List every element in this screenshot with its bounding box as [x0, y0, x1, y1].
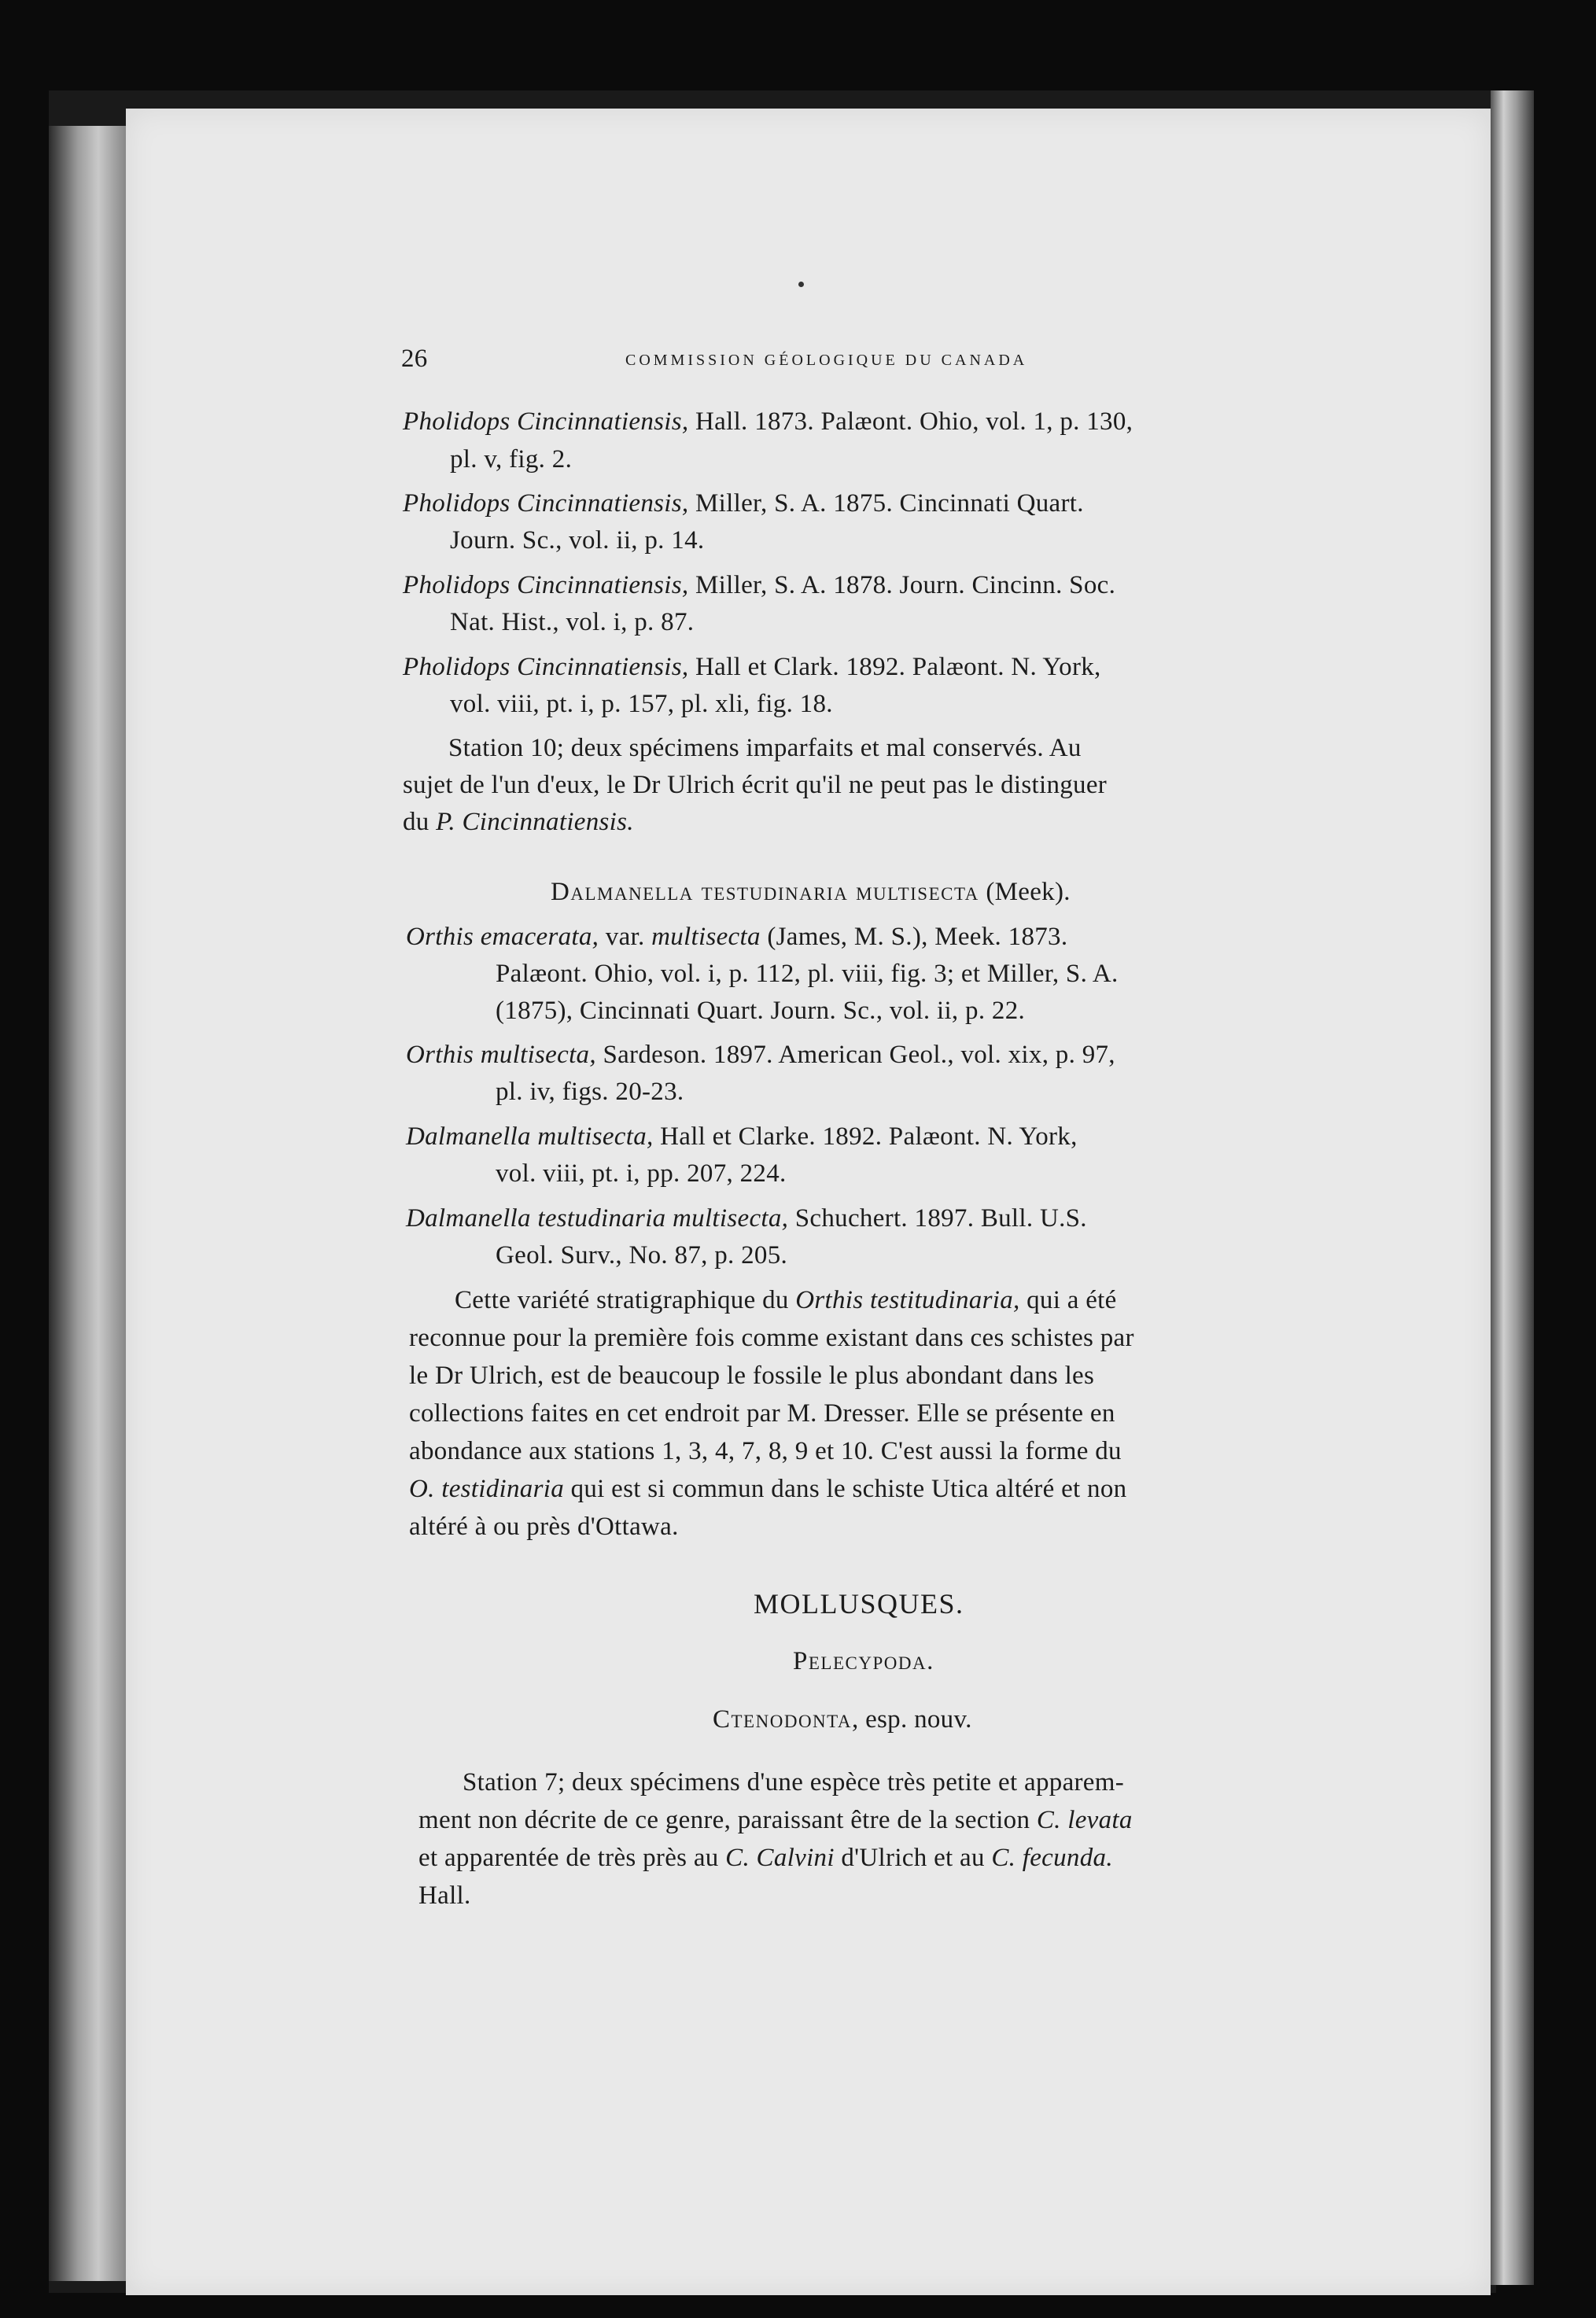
taxon-name: Orthis emacerata,	[406, 923, 599, 951]
taxon-name: C. Calvini	[725, 1844, 835, 1872]
species-heading-author: (Meek).	[979, 878, 1071, 906]
paragraph-line: collections faites en cet endroit par M. Dresser. Elle se présente en	[409, 1399, 1115, 1428]
citation-continued: Journ. Sc., vol. ii, p. 14.	[450, 526, 705, 555]
taxon-name: Orthis multisecta,	[406, 1041, 596, 1069]
citation-continued: pl. v, fig. 2.	[450, 445, 573, 474]
section-subtitle: Pelecypoda.	[793, 1647, 934, 1675]
synonym-entry	[403, 407, 1133, 437]
page-speck	[798, 282, 804, 287]
species-heading	[551, 878, 1071, 907]
taxon-name: C. levata	[1036, 1806, 1133, 1834]
citation-continued: Geol. Surv., No. 87, p. 205.	[496, 1241, 788, 1270]
paragraph-text: Cette variété stratigraphique du	[455, 1286, 796, 1314]
citation-continued: (1875), Cincinnati Quart. Journ. Sc., vol. ii, p. 22.	[496, 997, 1026, 1025]
taxon-name: Pholidops Cincinnatiensis,	[403, 407, 689, 436]
note-line	[403, 808, 634, 837]
paragraph-text: et apparentée de très près au	[418, 1844, 726, 1872]
paragraph-line: Hall.	[418, 1881, 471, 1910]
paragraph-line	[455, 1286, 1117, 1315]
synonym-entry	[403, 653, 1101, 682]
synonym-entry	[406, 1122, 1078, 1152]
citation: (James, M. S.), Meek. 1873.	[760, 923, 1068, 951]
citation-continued: vol. viii, pt. i, pp. 207, 224.	[496, 1159, 787, 1188]
note-line: Station 10; deux spécimens imparfaits et mal conservés. Au	[448, 734, 1082, 762]
paragraph-text: qui est si commun dans le schiste Utica altéré et non	[564, 1475, 1127, 1503]
citation-continued: Palæont. Ohio, vol. i, p. 112, pl. viii, fig. 3; et Miller, S. A.	[496, 960, 1119, 988]
taxon-name: P. Cincinnatiensis.	[436, 808, 634, 836]
note-line: sujet de l'un d'eux, le Dr Ulrich écrit qu'il ne peut pas le distinguer	[403, 771, 1108, 799]
paragraph-text: qui a été	[1019, 1286, 1117, 1314]
citation: Hall et Clarke. 1892. Palæont. N. York,	[653, 1122, 1078, 1151]
synonym-entry	[403, 571, 1115, 600]
paragraph-text: d'Ulrich et au	[834, 1844, 992, 1872]
book-page	[126, 109, 1491, 2295]
taxon-name: Pholidops Cincinnatiensis,	[403, 489, 689, 518]
citation: Miller, S. A. 1875. Cincinnati Quart.	[695, 489, 1084, 518]
taxon-name: Pholidops Cincinnatiensis,	[403, 653, 689, 681]
taxon-name: multisecta	[651, 923, 761, 951]
taxon-name: O. testidinaria	[409, 1475, 565, 1503]
synonym-entry	[406, 1204, 1087, 1233]
paragraph-line: Station 7; deux spécimens d'une espèce très petite et apparem-	[463, 1768, 1125, 1797]
paragraph-line: altéré à ou près d'Ottawa.	[409, 1513, 679, 1541]
section-title: MOLLUSQUES.	[754, 1588, 964, 1620]
citation: var.	[599, 923, 652, 951]
citation: Hall et Clark. 1892. Palæont. N. York,	[695, 653, 1101, 681]
taxon-name: C. fecunda.	[991, 1844, 1113, 1872]
citation-continued: vol. viii, pt. i, p. 157, pl. xli, fig. 18.	[450, 690, 833, 718]
book-left-edge	[49, 126, 131, 2281]
taxon-name: Dalmanella multisecta,	[406, 1122, 654, 1151]
citation: Sardeson. 1897. American Geol., vol. xix, p. 97,	[595, 1041, 1115, 1069]
taxon-name: Pholidops Cincinnatiensis,	[403, 571, 689, 599]
paragraph-line: reconnue pour la première fois comme existant dans ces schistes par	[409, 1324, 1134, 1352]
taxon-name: Orthis testitudinaria,	[795, 1286, 1020, 1314]
genus-note: , esp. nouv.	[851, 1705, 972, 1734]
paragraph-line	[418, 1806, 1133, 1835]
genus-name: Ctenodonta	[713, 1705, 852, 1734]
synonym-entry	[406, 1041, 1115, 1070]
synonym-entry	[403, 489, 1084, 518]
book-right-edge	[1491, 90, 1534, 2285]
citation: Miller, S. A. 1878. Journ. Cincinn. Soc.	[695, 571, 1116, 599]
taxon-name: Dalmanella testudinaria multisecta,	[406, 1204, 789, 1233]
paragraph-text: ment non décrite de ce genre, paraissant être de la section	[418, 1806, 1037, 1834]
synonym-entry	[406, 923, 1067, 952]
citation-continued: Nat. Hist., vol. i, p. 87.	[450, 608, 695, 636]
page-number: 26	[401, 345, 428, 373]
paragraph-line: abondance aux stations 1, 3, 4, 7, 8, 9 et 10. C'est aussi la forme du	[409, 1437, 1122, 1465]
citation-continued: pl. iv, figs. 20-23.	[496, 1078, 684, 1106]
species-heading-name: Dalmanella testudinaria multisecta	[551, 878, 979, 906]
citation: Hall. 1873. Palæont. Ohio, vol. 1, p. 130,	[695, 407, 1133, 436]
paragraph-line	[418, 1844, 1113, 1873]
note-text: du	[403, 808, 437, 836]
citation: Schuchert. 1897. Bull. U.S.	[788, 1204, 1087, 1233]
paragraph-line	[409, 1475, 1126, 1504]
running-title: COMMISSION GÉOLOGIQUE DU CANADA	[625, 352, 1028, 369]
paragraph-line: le Dr Ulrich, est de beaucoup le fossile le plus abondant dans les	[409, 1362, 1095, 1390]
genus-heading	[713, 1705, 972, 1734]
